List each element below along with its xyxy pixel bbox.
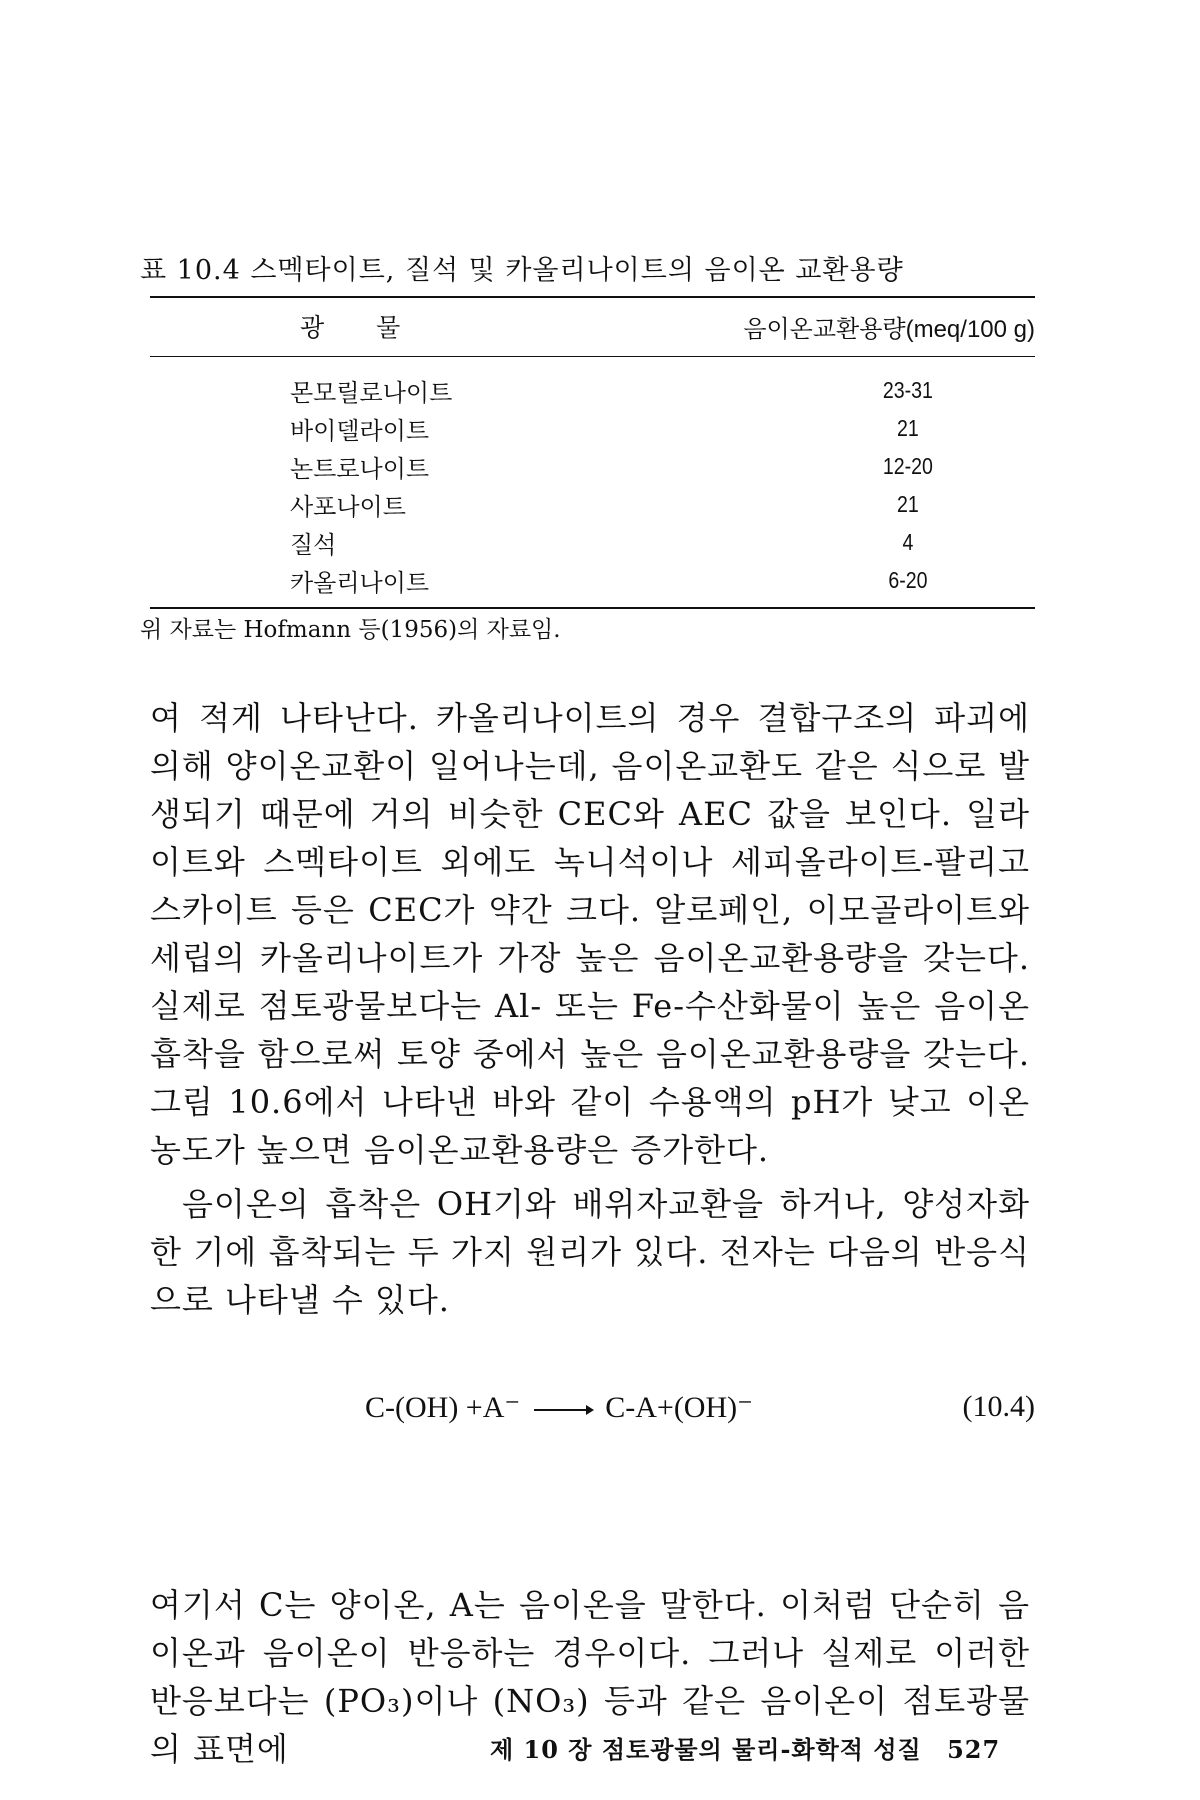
equation-number: (10.4) [962,1390,1035,1423]
body-paragraph: 여기서 C는 양이온, A는 음이온을 말한다. 이처럼 단순히 음이온과 음이온이 반응하는 경우이다. 그러나 실제로 이러한 반응보다는 (PO₃)이나 (NO₃) 등과 같은 음이온이 점토광물의 표면에 [150,1586,1030,1768]
cell-value: 23-31 [882,376,933,403]
equation-10-4 [150,1390,1035,1440]
cell-value: 4 [902,528,914,555]
equation-expression [365,1390,753,1425]
equation-products: C-A+(OH)⁻ [605,1391,753,1424]
page-footer [490,1730,1000,1765]
running-footer-chapter: 제 10 장 점토광물의 물리-화학적 성질 [490,1735,922,1764]
table-row [150,371,1035,409]
cell-mineral: 사포나이트 [290,492,406,521]
table-row [150,523,1035,561]
cell-mineral: 카올리나이트 [290,568,430,597]
page-number: 527 [947,1735,1001,1764]
equation-reactants: C-(OH) +A⁻ [365,1391,521,1424]
cell-value: 6-20 [888,566,928,593]
cell-value: 21 [897,490,919,517]
table-row [150,485,1035,523]
table-caption: 표 10.4 스멕타이트, 질석 및 카올리나이트의 음이온 교환용량 [140,255,904,286]
table-row [150,447,1035,485]
cell-value: 21 [897,414,919,441]
table-row [150,409,1035,447]
header-cec: 음이온교환용량(meq/100 g) [743,315,1035,343]
cell-mineral: 질석 [290,530,337,559]
table-header-row [150,298,1035,354]
cell-mineral: 논트로나이트 [290,454,430,483]
aec-table [150,296,1035,609]
cell-mineral: 몬모릴로나이트 [290,378,453,407]
cell-value: 12-20 [882,452,933,479]
table-body [150,357,1035,607]
reaction-arrow-icon [532,1403,594,1417]
table-bottom-rule [150,607,1035,609]
body-paragraph: 음이온의 흡착은 OH기와 배위자교환을 하거나, 양성자화한 기에 흡착되는 두 가지 원리가 있다. 전자는 다음의 반응식으로 나타낼 수 있다. [150,1185,1030,1319]
table-source-note: 위 자료는 Hofmann 등(1956)의 자료임. [140,617,561,643]
table-row [150,561,1035,599]
header-mineral: 광 물 [300,313,423,342]
body-paragraph: 여 적게 나타난다. 카올리나이트의 경우 결합구조의 파괴에 의해 양이온교환이 일어나는데, 음이온교환도 같은 식으로 발생되기 때문에 거의 비슷한 CEC와 AEC 값을 보인다. 일라이트와 스멕타이트 외에도 녹니석이나 세피올라이트-팔리고스카이트 등은 CEC가 약간 크다. 알로페인, 이모골라이트와 세립의 카올리나이트가 가장 높은 음이온교환용량을 갖는다. 실제로 점토광물보다는 Al- 또는 Fe-수산화물이 높은 음이온흡착을 함으로써 토양 중에서 높은 음이온교환용량을 갖는다. 그림 10.6에서 나타낸 바와 같이 수용액의 pH가 낮고 이온농도가 높으면 음이온교환용량은 증가한다. [150,699,1030,1169]
cell-mineral: 바이델라이트 [290,416,430,445]
